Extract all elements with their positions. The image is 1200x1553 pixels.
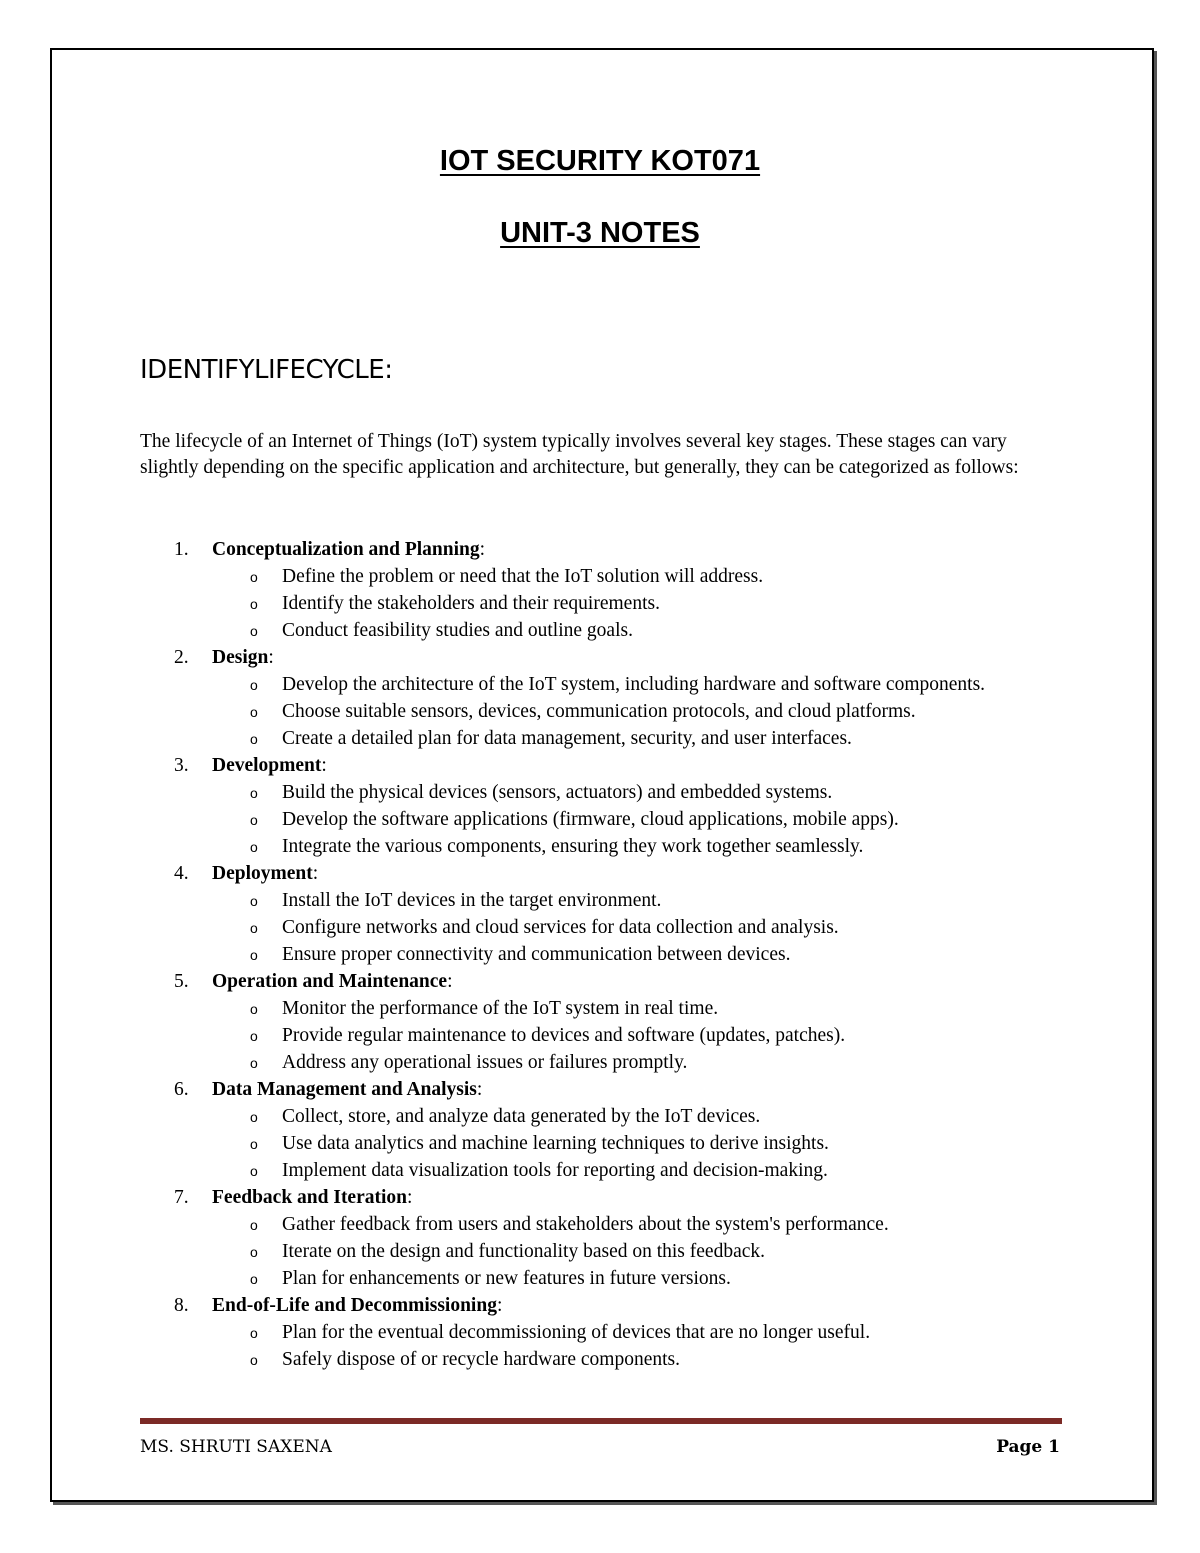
footer-divider bbox=[140, 1418, 1062, 1424]
hollow-bullet-icon: o bbox=[250, 947, 258, 963]
hollow-bullet-icon: o bbox=[250, 1109, 258, 1125]
hollow-bullet-icon: o bbox=[250, 920, 258, 936]
list-item bbox=[212, 671, 1070, 698]
list-item-text: Identify the stakeholders and their requirements. bbox=[282, 593, 660, 614]
stage-number: 6. bbox=[174, 1079, 189, 1100]
stage-number: 3. bbox=[174, 755, 189, 776]
lifecycle-stage: 1. Conceptualization and Planning: o Define the problem or need that the IoT solution will address. o Identify the stakeholders and their requirements. o Conduct feasibility studies and outline goals. bbox=[140, 536, 1070, 644]
list-item-text: Safely dispose of or recycle hardware components. bbox=[282, 1349, 680, 1370]
list-item bbox=[212, 887, 1070, 914]
hollow-bullet-icon: o bbox=[250, 731, 258, 747]
hollow-bullet-icon: o bbox=[250, 812, 258, 828]
stage-points bbox=[212, 1103, 1070, 1184]
hollow-bullet-icon: o bbox=[250, 596, 258, 612]
list-item bbox=[212, 617, 1070, 644]
stage-title: Conceptualization and Planning bbox=[212, 539, 480, 560]
list-item bbox=[212, 941, 1070, 968]
hollow-bullet-icon: o bbox=[250, 704, 258, 720]
lifecycle-stage: 7. Feedback and Iteration: o Gather feedback from users and stakeholders about the system's performance. o Iterate on the design and functionality based on this feedback. o Plan for enhancements or new features in future versions. bbox=[140, 1184, 1070, 1292]
list-item-text: Plan for enhancements or new features in future versions. bbox=[282, 1268, 731, 1289]
hollow-bullet-icon: o bbox=[250, 839, 258, 855]
list-item bbox=[212, 779, 1070, 806]
stage-points bbox=[212, 563, 1070, 644]
list-item-text: Address any operational issues or failures promptly. bbox=[282, 1052, 688, 1073]
hollow-bullet-icon: o bbox=[250, 677, 258, 693]
list-item-text: Plan for the eventual decommissioning of devices that are no longer useful. bbox=[282, 1322, 871, 1343]
stage-number: 8. bbox=[174, 1295, 189, 1316]
list-item bbox=[212, 1157, 1070, 1184]
list-item-text: Collect, store, and analyze data generated by the IoT devices. bbox=[282, 1106, 761, 1127]
stage-number: 2. bbox=[174, 647, 189, 668]
list-item-text: Install the IoT devices in the target environment. bbox=[282, 890, 662, 911]
list-item bbox=[212, 725, 1070, 752]
list-item bbox=[212, 1238, 1070, 1265]
stage-title: End-of-Life and Decommissioning bbox=[212, 1295, 497, 1316]
hollow-bullet-icon: o bbox=[250, 1352, 258, 1368]
list-item-text: Iterate on the design and functionality based on this feedback. bbox=[282, 1241, 766, 1262]
list-item bbox=[212, 1049, 1070, 1076]
hollow-bullet-icon: o bbox=[250, 785, 258, 801]
stage-points bbox=[212, 779, 1070, 860]
list-item-text: Use data analytics and machine learning techniques to derive insights. bbox=[282, 1133, 829, 1154]
list-item-text: Integrate the various components, ensuring they work together seamlessly. bbox=[282, 836, 864, 857]
hollow-bullet-icon: o bbox=[250, 1217, 258, 1233]
hollow-bullet-icon: o bbox=[250, 1244, 258, 1260]
list-item bbox=[212, 1130, 1070, 1157]
list-item-text: Implement data visualization tools for reporting and decision-making. bbox=[282, 1160, 828, 1181]
stage-title: Development bbox=[212, 755, 322, 776]
stage-points bbox=[212, 887, 1070, 968]
hollow-bullet-icon: o bbox=[250, 1136, 258, 1152]
hollow-bullet-icon: o bbox=[250, 1271, 258, 1287]
list-item-text: Provide regular maintenance to devices and software (updates, patches). bbox=[282, 1025, 846, 1046]
hollow-bullet-icon: o bbox=[250, 1028, 258, 1044]
list-item-text: Develop the software applications (firmware, cloud applications, mobile apps). bbox=[282, 809, 899, 830]
stage-title: Feedback and Iteration bbox=[212, 1187, 407, 1208]
list-item bbox=[212, 1211, 1070, 1238]
stage-title: Deployment bbox=[212, 863, 313, 884]
hollow-bullet-icon: o bbox=[250, 1055, 258, 1071]
section-heading: IDENTIFYLIFECYCLE: bbox=[140, 355, 393, 385]
list-item bbox=[212, 1319, 1070, 1346]
list-item bbox=[212, 833, 1070, 860]
lifecycle-stage: 5. Operation and Maintenance: o Monitor the performance of the IoT system in real time. o Provide regular maintenance to devices and software (updates, patches). o Address any operational issues or failures promptly. bbox=[140, 968, 1070, 1076]
list-item bbox=[212, 914, 1070, 941]
stage-points bbox=[212, 1211, 1070, 1292]
list-item bbox=[212, 1022, 1070, 1049]
list-item bbox=[212, 698, 1070, 725]
stage-points bbox=[212, 671, 1070, 752]
list-item-text: Configure networks and cloud services for data collection and analysis. bbox=[282, 917, 839, 938]
footer-page-number: Page 1 bbox=[996, 1437, 1060, 1457]
list-item bbox=[212, 1346, 1070, 1373]
lifecycle-stage-list bbox=[140, 536, 1070, 1373]
stage-title: Operation and Maintenance bbox=[212, 971, 448, 992]
hollow-bullet-icon: o bbox=[250, 1163, 258, 1179]
lifecycle-stage: 3. Development: o Build the physical devices (sensors, actuators) and embedded systems. o Develop the software applications (firmware, cloud applications, mobile apps). o Integrate the various components, ensuring they work together seamlessly. bbox=[140, 752, 1070, 860]
list-item-text: Monitor the performance of the IoT system in real time. bbox=[282, 998, 719, 1019]
list-item-text: Develop the architecture of the IoT system, including hardware and software components. bbox=[282, 674, 986, 695]
lifecycle-stage: 8. End-of-Life and Decommissioning: o Plan for the eventual decommissioning of devices that are no longer useful. o Safely dispose of or recycle hardware components. bbox=[140, 1292, 1070, 1373]
stage-number: 1. bbox=[174, 539, 189, 560]
stage-points bbox=[212, 995, 1070, 1076]
lifecycle-stage: 6. Data Management and Analysis: o Collect, store, and analyze data generated by the IoT devices. o Use data analytics and machine learning techniques to derive insights. o Implement data visualization tools for reporting and decision-making. bbox=[140, 1076, 1070, 1184]
hollow-bullet-icon: o bbox=[250, 1325, 258, 1341]
list-item-text: Define the problem or need that the IoT solution will address. bbox=[282, 566, 764, 587]
lifecycle-stage: 4. Deployment: o Install the IoT devices in the target environment. o Configure networks and cloud services for data collection and analysis. o Ensure proper connectivity and communication between devices. bbox=[140, 860, 1070, 968]
stage-points bbox=[212, 1319, 1070, 1373]
list-item bbox=[212, 806, 1070, 833]
list-item bbox=[212, 995, 1070, 1022]
document-subtitle: UNIT-3 NOTES bbox=[500, 217, 700, 249]
hollow-bullet-icon: o bbox=[250, 1001, 258, 1017]
intro-paragraph: The lifecycle of an Internet of Things (IoT) system typically involves several key stages. These stages can vary slightly depending on the specific application and architecture, but generally, they can be categorized as follows: bbox=[140, 431, 1019, 478]
hollow-bullet-icon: o bbox=[250, 623, 258, 639]
stage-number: 4. bbox=[174, 863, 189, 884]
list-item bbox=[212, 1103, 1070, 1130]
stage-number: 7. bbox=[174, 1187, 189, 1208]
list-item-text: Ensure proper connectivity and communication between devices. bbox=[282, 944, 791, 965]
document-title: IOT SECURITY KOT071 bbox=[439, 145, 761, 177]
stage-title: Design bbox=[212, 647, 269, 668]
list-item-text: Build the physical devices (sensors, actuators) and embedded systems. bbox=[282, 782, 833, 803]
list-item bbox=[212, 1265, 1070, 1292]
stage-title: Data Management and Analysis bbox=[212, 1079, 477, 1100]
list-item-text: Create a detailed plan for data management, security, and user interfaces. bbox=[282, 728, 852, 749]
list-item bbox=[212, 590, 1070, 617]
list-item-text: Gather feedback from users and stakeholders about the system's performance. bbox=[282, 1214, 889, 1235]
list-item-text: Choose suitable sensors, devices, communication protocols, and cloud platforms. bbox=[282, 701, 916, 722]
hollow-bullet-icon: o bbox=[250, 569, 258, 585]
hollow-bullet-icon: o bbox=[250, 893, 258, 909]
list-item-text: Conduct feasibility studies and outline goals. bbox=[282, 620, 633, 641]
lifecycle-stage: 2. Design: o Develop the architecture of the IoT system, including hardware and software components. o Choose suitable sensors, devices, communication protocols, and cloud platforms. o Create a detailed plan for data management, security, and user interfaces. bbox=[140, 644, 1070, 752]
stage-number: 5. bbox=[174, 971, 189, 992]
list-item bbox=[212, 563, 1070, 590]
footer-author: MS. SHRUTI SAXENA bbox=[140, 1437, 332, 1457]
